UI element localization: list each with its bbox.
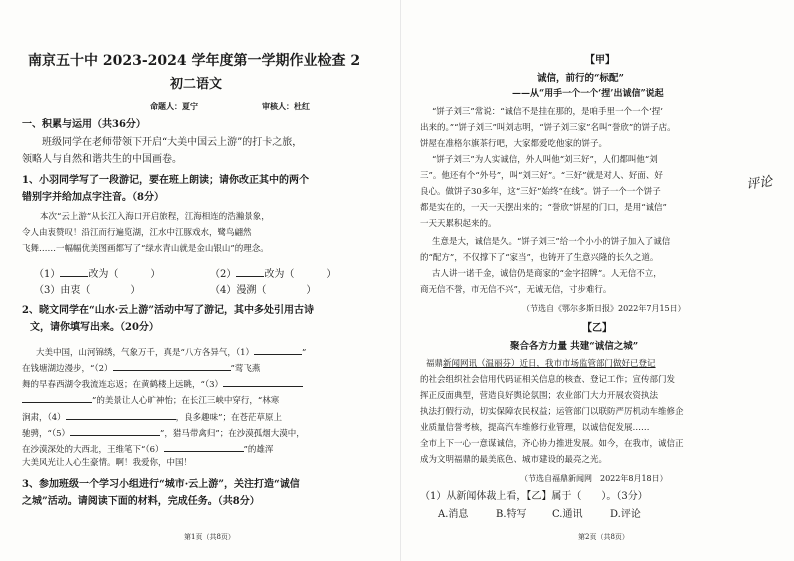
yi-title: 聚合各方力量 共建“诚信之城” — [510, 341, 639, 352]
p2-seg: 在黄鹤楼上远眺，“（3） — [132, 380, 224, 390]
passage2-line-8: 大美风光让人心生豪情。啊！我爱你，中国！ — [22, 458, 193, 468]
q2-line-2: 文，请你填写出来。（20分） — [30, 322, 159, 333]
jia-line-1: “饼子刘三”常说：“诚信不是挂在那的，是咱手里一个一个‘捏’ — [432, 107, 663, 117]
q1-line-2: 错别字并给加点字注音。（8分） — [22, 192, 164, 203]
poem-blank-4[interactable] — [66, 409, 176, 420]
section-heading: 一、积累与运用（共36分） — [22, 119, 146, 130]
paren-close: ） — [326, 269, 337, 280]
blank-2-label: （2） — [210, 269, 237, 280]
left-footer: 第1页（共8页） — [184, 533, 235, 541]
passage2-line-7 — [22, 441, 273, 457]
passage2-line-2 — [22, 360, 260, 376]
jia-line-3: 饼屋在准格尔旗茶行吧，大家都爱吃他家的饼子。 — [420, 139, 608, 149]
jia-line-4: “饼子刘三”为人实诚信，外人叫他“刘三好”，人们都叫他“刘 — [432, 155, 658, 165]
exam-title: 南京五十中 2023-2024 学年度第一学期作业检查 2 — [28, 53, 361, 69]
blank-4-label: （4）漫溯（ — [210, 285, 267, 296]
poem-blank-3[interactable] — [223, 376, 303, 387]
option-c[interactable]: C.通讯 — [552, 509, 583, 520]
poem-blank-2[interactable] — [113, 360, 231, 371]
p2-seg: 涧肃，（4） — [22, 413, 66, 423]
question-genre: （1）从新闻体裁上看，【乙】属于（ ）。（3分） — [420, 491, 648, 502]
p2-seg: 舞的早春西湖令我流连忘返； — [22, 380, 133, 390]
handwritten-note: 评论 — [745, 174, 774, 193]
q1-blank-3[interactable] — [34, 284, 140, 297]
passage1-line-2: 令人由衷赞叹！沿江而行遍览湖，江水中江豚戏水，鹭鸟翩然 — [22, 228, 252, 238]
blank-1-label: （1） — [34, 269, 61, 280]
p2-seg: ，良多趣味”；在苍茫草原上 — [175, 413, 283, 423]
passage-jia-label: 【甲】 — [585, 55, 615, 66]
p2-seg: ”的美景让人心旷神怡；在长江三峡中穿行，“林寒 — [92, 396, 280, 406]
jia-line-6: 良心。做饼子30多年，这“三好”始终“在线”。饼子一个一个饼子 — [420, 187, 661, 197]
jia-line-7: 都是实在的，一天一天摆出来的；“誉欣”饼屋的门口，是用“诚信” — [420, 203, 667, 213]
poem-blank-1[interactable] — [254, 344, 302, 355]
passage2-line-5 — [22, 409, 282, 425]
option-d[interactable]: D.评论 — [610, 509, 641, 520]
option-a[interactable]: A.消息 — [438, 509, 469, 520]
p2-seg: ”；在沙漠 — [215, 429, 254, 439]
passage2-line-1: 大美中国，山河锦绣，气象万千，真是“八方各异气，（1） ” — [36, 344, 306, 360]
passage1-line-1: 本次“云上游”从长江入海口开启旅程，江海相连的浩瀚景象， — [40, 212, 270, 222]
yi-prefix: 福鼎 — [426, 359, 444, 369]
q1-blank-4[interactable] — [210, 284, 316, 297]
passage-yi-label: 【乙】 — [582, 323, 612, 334]
passage1-line-3: 飞舞……一幅幅优美图画都写了“绿水青山就是金山银山”的理念。 — [22, 244, 269, 254]
jia-line-10: 的“配方”，不仅撑下了“家当”，也铸开了生意兴隆的长久之道。 — [420, 253, 659, 263]
paren-close: ） — [130, 285, 141, 296]
p2-seg: 猎马带禽归 — [172, 429, 216, 439]
paren-close: ） — [150, 269, 161, 280]
jia-line-11: 古人讲一诺千金，诚信仍是商家的“金字招牌”。人无信不立， — [432, 269, 662, 279]
jia-line-8: 一天天累积起来的。 — [420, 219, 497, 229]
p2-seg: 在钱塘湖边漫步，“（2） — [22, 364, 113, 374]
p2-seg: ”， — [160, 429, 173, 439]
page-divider — [400, 0, 401, 561]
blank-3-label: （3）由衷（ — [34, 285, 91, 296]
p2-seg: 驰骋，“（5） — [22, 429, 71, 439]
jia-line-5: 三”。他还有个“外号”，叫“刘三好”。“三好”就是对人、好面、好 — [420, 171, 663, 181]
passage2-line-6 — [22, 425, 305, 441]
right-page — [402, 0, 794, 561]
yi-line-7: 成为文明福鼎的最美底色、城市建设的最亮之光。 — [420, 455, 608, 465]
setter-label: 命题人：夏宁 — [150, 101, 198, 111]
blank-2-input[interactable] — [236, 266, 264, 277]
yi-line-5: 业质量信誉考核，提高汽车维修行业管理，以诚信促发展…… — [420, 423, 650, 433]
jia-line-12: 商无信不誉，市无信不兴”，无诚无信，寸步难行。 — [420, 285, 612, 295]
paren-close: ） — [306, 285, 317, 296]
poem-blank-3b[interactable] — [22, 392, 92, 403]
q2-line-1: 2、晓文同学在“山水·云上游”活动中写了游记，其中多处引用古诗 — [22, 305, 314, 316]
passage2-line-3 — [22, 376, 303, 392]
yi-line-4: 执法打假行动，切实保障农民权益；运管部门以联防严厉机动车维修企 — [420, 407, 684, 417]
jia-headline: 诚信，前行的“标配” — [537, 73, 624, 84]
option-b[interactable]: B.特写 — [496, 509, 527, 520]
blank-1-fix: 改为（ — [88, 269, 119, 280]
intro-line-2: 领略人与自然和谐共生的中国画卷。 — [22, 154, 182, 165]
p2-seg: 中， — [287, 429, 305, 439]
q1-blank-2[interactable] — [210, 266, 336, 281]
p2-seg: ”莺飞燕 — [230, 364, 261, 374]
yi-line-6: 全市上下一心一意谋诚信，齐心协力推进发展。如今，在我市，诚信正 — [420, 439, 684, 449]
q1-line-1: 1、小羽同学写了一段游记，要在班上朗读；请你改正其中的两个 — [22, 175, 309, 186]
passage2-line-4 — [22, 392, 279, 408]
yi-line-1 — [426, 358, 656, 371]
q3-line-2: 之城”活动。请阅读下面的材料，完成任务。（共8分） — [22, 496, 260, 507]
yi-line-3: 挥正反面典型，营造良好舆论氛围；农业部门大力开展农资执法 — [420, 391, 659, 401]
jia-source: （节选自《鄂尔多斯日报》2022年7月15日） — [522, 304, 686, 313]
reviewer-label: 审核人：杜红 — [262, 101, 310, 111]
yi-source: （节选自福鼎新闻网 2022年8月18日） — [520, 474, 668, 483]
yi-line-2: 的社会组织社会信用代码证相关信息的核查、登记工作；宣传部门发 — [420, 375, 676, 385]
q1-blank-1[interactable] — [34, 266, 160, 281]
yi-text: 新闻网讯（温丽芬）近日，我市市场监管部门做好已登记 — [443, 359, 656, 369]
exam-subject: 初二语文 — [170, 77, 223, 92]
poem-blank-5[interactable] — [70, 425, 160, 436]
p2-seg: ”的雄浑 — [243, 445, 274, 455]
jia-line-2: 出来的。”“饼子刘三”叫刘志明，“饼子刘三家”名叫“誉欣”的饼子店。 — [420, 123, 676, 133]
p2-seg: 孤烟大漠 — [253, 429, 288, 439]
blank-2-fix: 改为（ — [264, 269, 295, 280]
jia-subhead: ——从“用手一个一个‘捏’出诚信”说起 — [512, 89, 664, 99]
jia-line-9: 生意是大，诚信是久。“饼子刘三”给一个小小的饼子加入了诚信 — [432, 237, 671, 247]
blank-1-input[interactable] — [60, 266, 88, 277]
p2-seg: 在沙漠深处的大西北，王维笔下“（6） — [22, 445, 164, 455]
poem-blank-6[interactable] — [164, 441, 244, 452]
right-footer: 第2页（共8页） — [578, 533, 629, 541]
q3-line-1: 3、参加班级一个学习小组进行“城市·云上游”，关注打造“诚信 — [22, 479, 300, 490]
p2-seg: 大美中国，山河锦绣，气象万千，真是“八方各异气，（1） — [36, 348, 255, 358]
intro-line-1: 班级同学在老师带领下开启“大美中国云上游”的打卡之旅， — [42, 137, 303, 148]
